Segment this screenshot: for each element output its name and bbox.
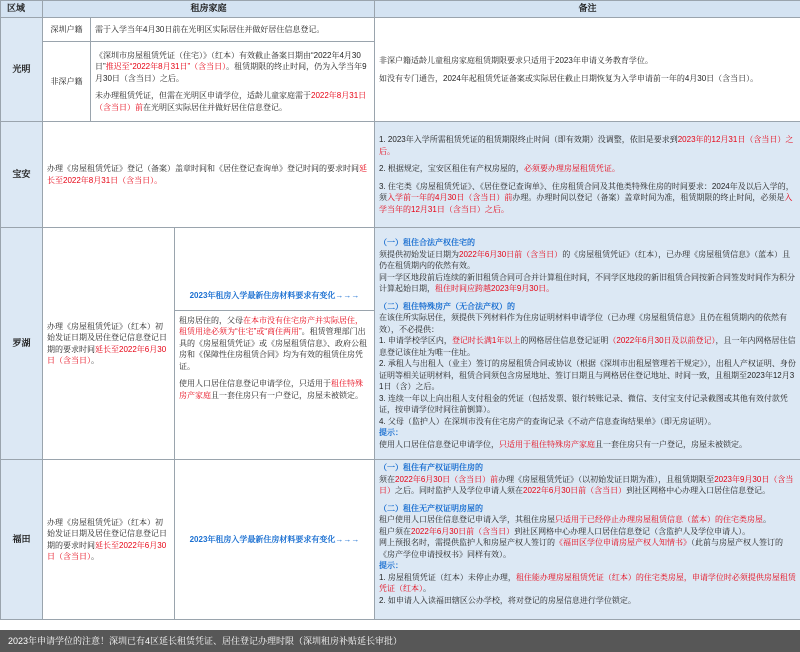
- futian-remark-heading-1: （一）租住有产权证明住房的: [379, 463, 484, 472]
- guangming-remark-1: 非深户籍适龄儿童租房家庭租赁期限要求只适用于2023年申请义务教育学位。: [379, 56, 653, 65]
- luohu-remark: [375, 228, 800, 460]
- image-caption: 2023年申请学位的注意！深圳已有4区延长租赁凭证、居住登记办理时限（深圳租房补贴延长审批）: [0, 630, 800, 652]
- futian-more-link[interactable]: 2023年租房入学最新住房材料要求有变化→→→: [189, 534, 360, 544]
- region-guangming: 光明: [1, 18, 43, 122]
- header-remark: 备注: [375, 1, 800, 18]
- luohu-remark-tip-label: 提示：: [379, 428, 404, 437]
- luohu-remark-item-2: 2. 承租人与出租人（业主）签订的房屋租赁合同或协议（根据《深圳市出租屋管理若干规定》），出租人产权证明、身份证明等相关证明材料，租赁合同须包含房屋地址、签订日期且与网格居住登记地址、时间一致，且租期至2023年12月31日（含）之后。: [379, 359, 796, 391]
- region-baoan: 宝安: [1, 122, 43, 228]
- luohu-remark-para-1b: 同一学区地段前后连续的新旧租赁合同可合并计算租住时间，不同学区地段的新旧租赁合同按新合同签发时间作为积分计算起始日期，租住时间应跨越2023年9月30日。: [379, 272, 796, 293]
- guangming-non-para-1: 《深圳市房屋租赁凭证（住宅）》（红本）有效截止备案日期由“2022年4月30日”推迟至“2022年8月31日”（含当日）。租赁期限的终止时间，仍为入学当年9月30日（含当日）之后。: [95, 50, 367, 83]
- luohu-link-box: [175, 282, 374, 311]
- baoan-row: [1, 122, 800, 228]
- futian-remark-para-3: 租户须在2022年6月30日前（含当日）到社区网格中心办理人口居住信息登记（含监护人及学位申请人）。: [379, 526, 751, 536]
- header-row: [1, 1, 800, 18]
- baoan-remark-1: 1. 2023年入学所需租赁凭证的租赁期限终止时间（即有效期）没调整，依旧是要求到2023年的12月31日（含当日）之后。: [379, 135, 794, 156]
- futian-row: [1, 460, 800, 620]
- futian-remark-item-1: 1. 房屋租赁凭证（红本）未停止办理，租住能办理房屋租赁凭证（红本）的住宅类房屋，申请学位时必须提供房屋租赁凭证（红本）。: [379, 572, 796, 593]
- luohu-remark-heading-2: （二）租住特殊房产（无合法产权）的: [379, 301, 516, 311]
- guangming-non-label: 非深户籍: [43, 42, 91, 122]
- futian-remark-para-4: 网上预报名时，需提供监护人和房屋产权人签订的《福田区学位申请房屋产权人知情书》（此前与房屋产权人签订的《房产学位申请授权书》同样有效）。: [379, 538, 784, 559]
- baoan-remark-2: 2. 根据规定，宝安区租住有产权房屋的，必须要办理房屋租赁凭证。: [379, 164, 620, 173]
- baoan-text: 办理《房屋租赁凭证》登记（备案）盖章时间和《居住登记查询单》登记时间的要求时间延长至2022年8月31日（含当日）。: [43, 122, 375, 228]
- guangming-non-text: [91, 42, 375, 122]
- luohu-remark-heading-1: （一）租住合法产权住宅的: [379, 238, 476, 247]
- luohu-left: 办理《房屋租赁凭证》（红本）初始发证日期及居住登记信息登记日期的要求时间延长至2022年6月30日（含当日）。: [43, 228, 175, 460]
- futian-remark-heading-2: （二）租住无产权证明房屋的: [379, 503, 484, 513]
- luohu-more-link[interactable]: 2023年租房入学最新住房材料要求有变化→→→: [189, 291, 360, 300]
- header-region: 区域: [1, 1, 43, 18]
- futian-remark-item-2: 2. 如申请人入读福田辖区公办学校，将对登记的房屋信息进行学位锁定。: [379, 595, 636, 605]
- luohu-mid: [175, 228, 375, 460]
- luohu-mid-para-1: 租房居住的，父母在本市没有住宅房产并实际居住，租赁用途必须为“住宅”或“商住两用”。租赁管理部门出具的《房屋租赁凭证》或《房屋租赁信息》、政府公租房和《保障性住房租赁合同》均为有效的租赁住房凭证。: [179, 315, 367, 371]
- guangming-remark-2: 如没有专门通告，2024年起租赁凭证备案或实际居住截止日期恢复为入学申请前一年的4月30日（含当日）。: [379, 73, 759, 83]
- luohu-remark-tip: 使用人口居住信息登记申请学位，只适用于租住特殊房产家庭且一套住房只有一户登记，房屋未被锁定。: [379, 439, 748, 449]
- baoan-remark: [375, 122, 800, 228]
- luohu-remark-item-4: 4. 父母（监护人）在深圳市没有住宅房产的查询记录《不动产信息查询结果单》（即无房证明）。: [379, 416, 716, 426]
- header-rental: 租房家庭: [43, 1, 375, 18]
- guangming-non-para-2: 未办理租赁凭证，但需在光明区申请学位，适龄儿童家庭需于2022年8月31日（含当日）前在光明区实际居住并做好居住信息登记。: [95, 91, 367, 112]
- futian-remark-para-2: 租户使用人口居住信息登记申请入学，其租住房屋只适用于已经停止办理房屋租赁信息（蓝本）的住宅类房屋。: [379, 515, 772, 524]
- guangming-shenzhen-label: 深圳户籍: [43, 18, 91, 42]
- luohu-remark-para-1: 须提供初始发证日期为2022年6月30日前（含当日）的《房屋租赁凭证》（红本），已办理《房屋租赁信息》（蓝本）且仍在租赁期内的依然有效。: [379, 249, 791, 270]
- futian-remark: [375, 460, 800, 620]
- region-futian: 福田: [1, 460, 43, 620]
- luohu-row: [1, 228, 800, 460]
- guangming-shenzhen-text: 需于入学当年4月30日前在光明区实际居住并做好居住信息登记。: [91, 18, 375, 42]
- luohu-mid-para-2: 使用人口居住信息登记申请学位，只适用于租住特殊房产家庭且一套住房只有一户登记，房屋未被锁定。: [179, 379, 363, 400]
- baoan-remark-3: 3. 住宅类《房屋租赁凭证》、《居住登记查询单》、住房租赁合同及其他类特殊住房的时间要求：2024年及以后入学的，须入学前一年的4月30日（含当日）前办理。办理时间以登记（备案）盖章时间为准，租赁期限的终止时间，必须是入学当年的12月31日（含当日）之后。: [379, 181, 794, 214]
- luohu-mid-text: [175, 311, 374, 406]
- luohu-remark-item-3: 3. 连续一年以上向出租人支付租金的凭证（包括发票、银行转账记录、微信、支付宝支付记录截图或其他有效付款凭证，按申请学位时间往前倒算）。: [379, 393, 788, 414]
- futian-mid: [175, 460, 375, 620]
- luohu-remark-item-1: 1. 申请学校学区内，登记时长满1年以上的网格居住信息登记证明（2022年6月30日及以前登记），且一年内网格居住信息登记该住址为唯一住址。: [379, 336, 796, 357]
- region-luohu: 罗湖: [1, 228, 43, 460]
- guangming-row-1: [1, 18, 800, 42]
- futian-remark-para-1: 须在2022年6月30日（含当日）前办理《房屋租赁凭证》（以初始发证日期为准），且租赁期限至2023年9月30日（含当日）之后。同时监护人及学位申请人须在2022年6月30日前（含当日）到社区网格中心办理入口居住信息登记。: [379, 474, 794, 495]
- futian-remark-tip-label: 提示：: [379, 561, 404, 570]
- luohu-remark-para-2: 在该住所实际居住，须提供下列材料作为住房证明材料申请学位（已办理《房屋租赁信息》且仍在租赁期内的依然有效），不必提供：: [379, 313, 788, 334]
- futian-left: 办理《房屋租赁凭证》（红本）初始发证日期及居住登记信息登记日期的要求时间延长至2022年6月30日（含当日）。: [43, 460, 175, 620]
- guangming-remark: [375, 18, 800, 122]
